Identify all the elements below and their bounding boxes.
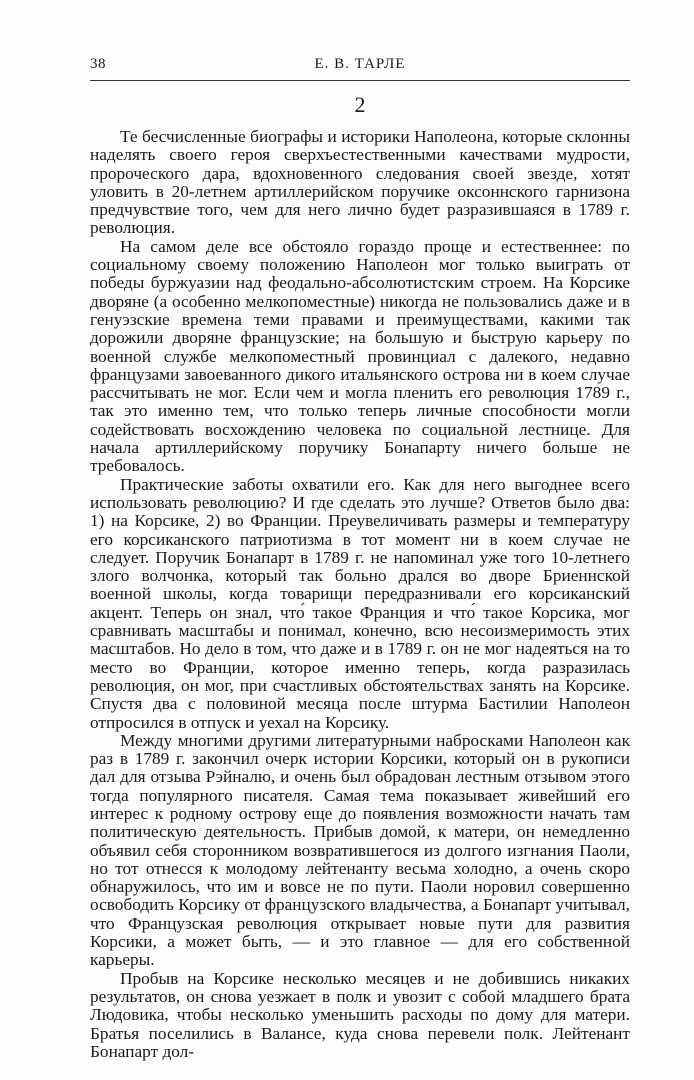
paragraph: Пробыв на Корсике несколько месяцев и не добившись никаких результатов, он снова уезжает в полк и увозит с собой младшего брата Людовика, чтобы несколько уменьшить расходы по дому для матери. Братья поселились в Валансе, куда снова перевели полк. Лейтенант Бонапарт дол- <box>90 968 630 1061</box>
running-head <box>90 56 630 78</box>
paragraph: На самом деле все обстояло гораздо проще и естественнее: по социальному своему положению Наполеон мог только выиграть от победы буржуазии над феодально-абсолютистским строем. На Корсике дворяне (а особенно мелкопоместные) никогда не пользовались даже и в генуэзские времена теми правами и преимуществами, какими так дорожили дворяне французские; на большую и быструю карьеру по военной службе мелкопоместный провинциал с далекого, недавно французами завоеванного дикого итальянского острова ни в коем случае рассчитывать не мог. Если чем и могла пленить его революция 1789 г., так это именно тем, что только теперь личные способности могли содействовать восхождению человека по социальной лестнице. Для начала артиллерийскому поручику Бонапарту ничего больше не требовалось. <box>90 236 630 476</box>
header-rule <box>90 80 630 81</box>
chapter-number: 2 <box>354 92 366 117</box>
body-text <box>90 128 630 1061</box>
running-head-author: Е. В. ТАРЛЕ <box>314 56 406 72</box>
paragraph: Те бесчисленные биографы и историки Наполеона, которые склонны наделять своего героя сверхъестественными качествами мудрости, пророческого дара, вдохновенного следования своей звезде, хотят уловить в 20-летнем артиллерийском поручике оксоннского гарнизона предчувствие того, чем для него лично будет разразившаяся в 1789 г. революция. <box>90 127 630 238</box>
paragraph: Между многими другими литературными набросками Наполеон как раз в 1789 г. закончил очерк истории Корсики, который он в рукописи дал для отзыва Рэйналю, и очень был обрадован лестным отзывом этого тогда популярного писателя. Самая тема показывает живейший его интерес к родному острову еще до появления возможности начать там политическую деятельность. Прибыв домой, к матери, он немедленно объявил себя сторонником возвратившегося из долгого изгнания Паоли, но тот отнесся к молодому лейтенанту весьма холодно, а очень скоро обнаружилось, что им и вовсе не по пути. Паоли норовил совершенно освободить Корсику от французского владычества, а Бонапарт учитывал, что Французская революция открывает новые пути для развития Корсики, а может быть, — и это главное — для его собственной карьеры. <box>90 730 630 970</box>
paragraph: Практические заботы охватили его. Как для него выгоднее всего использовать революцию? И где сделать это лучше? Ответов было два: 1) на Корсике, 2) во Франции. Преувеличивать размеры и температуру его корсиканского патриотизма в тот момент ни в коем случае не следует. Поручик Бонапарт в 1789 г. не напоминал уже того 10-летнего злого волчонка, который так больно дрался во дворе Бриеннской военной школы, когда товарищи передразнивали его корсиканский акцент. Теперь он знал, что́ такое Франция и что́ такое Корсика, мог сравнивать масштабы и понимал, конечно, всю несоизмеримость этих масштабов. Но дело в том, что даже и в 1789 г. он не мог надеяться на то место во Франции, которое именно теперь, когда разразилась революция, он мог, при счастливых обстоятельствах занять на Корсике. Спустя два с половиной месяца после штурма Бастилии Наполеон отпросился в отпуск и уехал на Корсику. <box>90 474 630 732</box>
page-number: 38 <box>90 56 106 72</box>
